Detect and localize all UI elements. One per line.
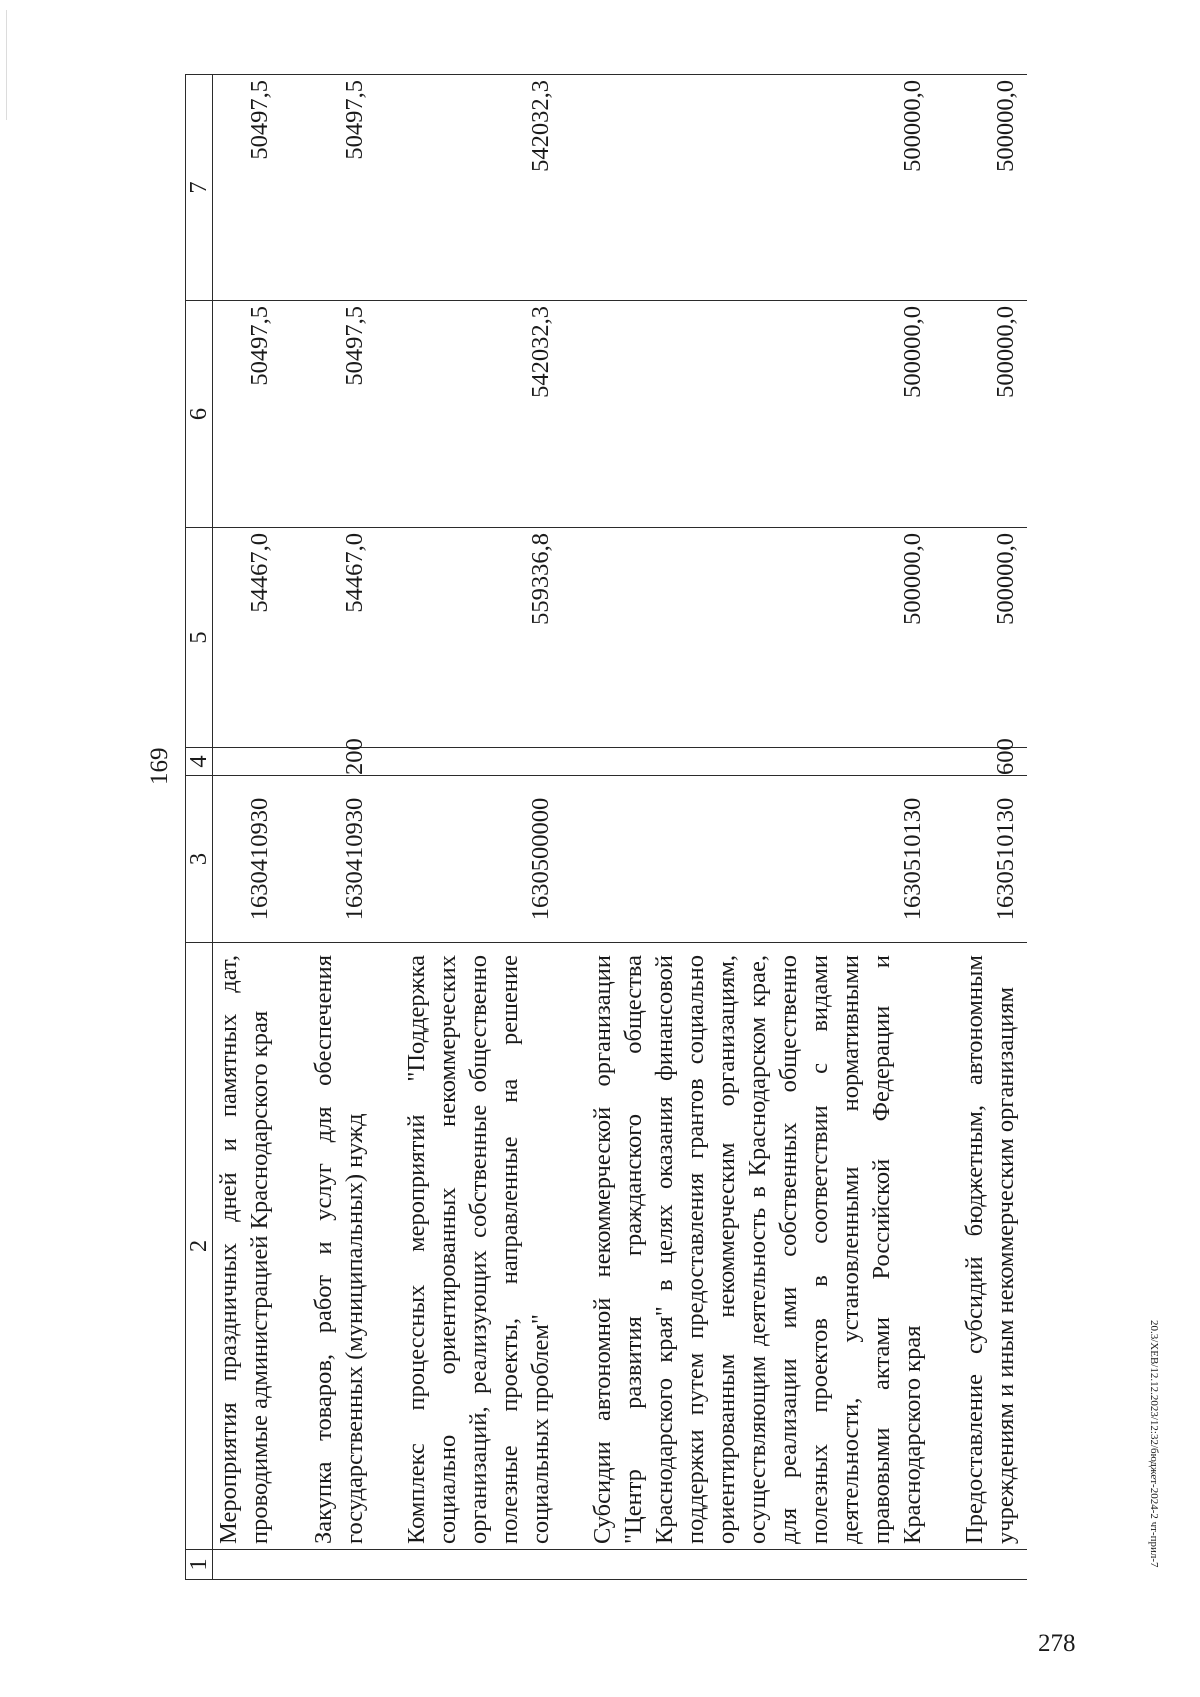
row-target-code: 1630510130 [587, 776, 959, 943]
row-amount-col5: 500000,0 [587, 528, 959, 748]
table-row [308, 75, 401, 1580]
row-target-code: 1630410930 [213, 776, 309, 943]
row-description: Закупка товаров, работ и услуг для обеспечения государственных (муниципальных) нужд [308, 943, 401, 1550]
rotated-page-content [145, 75, 1060, 1580]
row-number-cell [401, 1550, 587, 1580]
row-target-code: 1630410930 [308, 776, 401, 943]
header-col-7: 7 [186, 75, 213, 301]
row-amount-col5: 559336,8 [401, 528, 587, 748]
row-number-cell [308, 1550, 401, 1580]
row-expense-type: 600 [959, 748, 1027, 776]
table-row [401, 75, 587, 1580]
row-amount-col6: 50497,5 [308, 301, 401, 528]
table-row [587, 75, 959, 1580]
row-amount-col5: 54467,0 [213, 528, 309, 748]
table-row [213, 75, 309, 1580]
row-number-cell [959, 1550, 1027, 1580]
row-amount-col5: 500000,0 [959, 528, 1027, 748]
row-amount-col6: 50497,5 [213, 301, 309, 528]
row-amount-col7: 542032,3 [401, 75, 587, 301]
row-amount-col7: 50497,5 [308, 75, 401, 301]
header-col-3: 3 [186, 776, 213, 943]
row-description: Предоставление субсидий бюджетным, автономным учреждениям и иным некоммерческим организациям [959, 943, 1027, 1550]
row-amount-col5: 54467,0 [308, 528, 401, 748]
row-description: Субсидии автономной некоммерческой организации "Центр развития гражданского общества Краснодарского края" в целях оказания финансовой поддержки путем предоставления грантов социально ориентированным некоммерческим организациям, осуществляющим деятельность в Краснодарском крае, для реализации ими собственных общественно полезных проектов в соответствии с видами деятельности, установленными нормативными правовыми актами Российской Федерации и Краснодарского края [587, 943, 959, 1550]
row-expense-type [213, 748, 309, 776]
page-number: 169 [146, 747, 173, 785]
row-amount-col6: 542032,3 [401, 301, 587, 528]
header-col-1: 1 [186, 1550, 213, 1580]
scan-edge-line [6, 10, 7, 120]
table-row [959, 75, 1027, 1580]
row-expense-type [401, 748, 587, 776]
row-description: Мероприятия праздничных дней и памятных дат, проводимые администрацией Краснодарского края [213, 943, 309, 1550]
row-target-code: 1630510130 [959, 776, 1027, 943]
row-amount-col6: 500000,0 [959, 301, 1027, 528]
header-col-5: 5 [186, 528, 213, 748]
row-amount-col7: 50497,5 [213, 75, 309, 301]
header-col-4: 4 [186, 748, 213, 776]
budget-table [185, 74, 1027, 1580]
row-target-code: 1630500000 [401, 776, 587, 943]
header-col-6: 6 [186, 301, 213, 528]
row-amount-col7: 500000,0 [959, 75, 1027, 301]
row-amount-col7: 500000,0 [587, 75, 959, 301]
row-description: Комплекс процессных мероприятий "Поддержка социально ориентированных некоммерческих организаций, реализующих собственные общественно полезные проекты, направленные на решение социальных проблем" [401, 943, 587, 1550]
sheet-number: 278 [1038, 1630, 1076, 1657]
row-expense-type: 200 [308, 748, 401, 776]
row-number-cell [213, 1550, 309, 1580]
header-col-2: 2 [186, 943, 213, 1550]
row-number-cell [587, 1550, 959, 1580]
row-expense-type [587, 748, 959, 776]
document-footer-code: 20.3/ХЕВ/12.12.2023/12:32/бюджет-2024-2 чт-прил-7 [1148, 1320, 1160, 1568]
row-amount-col6: 500000,0 [587, 301, 959, 528]
table-header-row [186, 75, 213, 1580]
